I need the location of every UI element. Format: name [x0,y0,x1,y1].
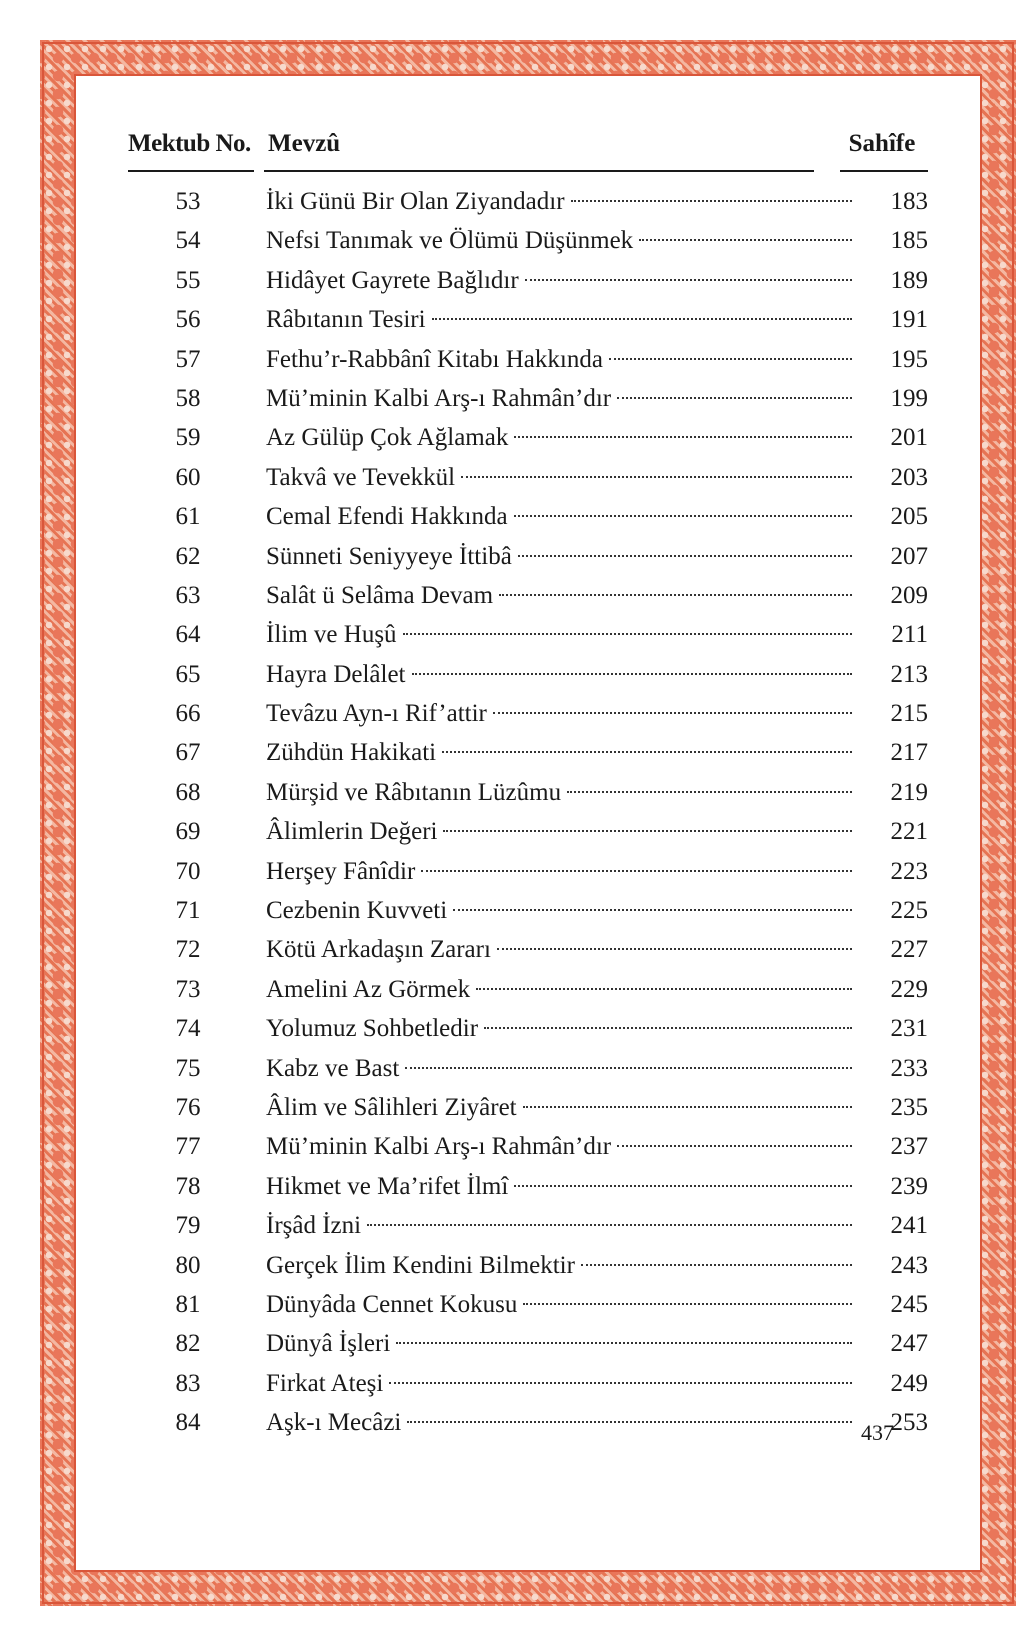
topic-cell [266,182,852,221]
letter-number-heading: Mektub No. [128,130,251,157]
letter-number: 79 [175,1212,201,1240]
letter-number: 70 [175,857,201,885]
topic-cell [266,970,852,1009]
page-ref: 247 [890,1330,928,1358]
page-ref: 223 [890,857,928,885]
letter-number: 64 [175,621,201,649]
page-ref: 249 [890,1369,928,1397]
dot-leader [514,436,852,438]
topic-cell [266,1049,852,1088]
topic-cell [266,221,852,260]
topic-title: Cezbenin Kuvveti [266,897,448,925]
header-rule-topic [264,170,814,172]
dot-leader [581,1264,852,1266]
toc-row [128,182,928,221]
topic-title: Râbıtanın Tesiri [266,306,426,334]
topic-title: Hayra Delâlet [266,660,406,688]
table-of-contents [128,130,928,1443]
dot-leader [518,555,852,557]
page-ref: 199 [890,384,928,412]
page-ref: 209 [890,581,928,609]
letter-number: 76 [175,1093,201,1121]
topic-title: Salât ü Selâma Devam [266,581,494,609]
dot-leader [461,476,852,478]
toc-row [128,418,928,457]
letter-number: 53 [175,188,201,215]
page-ref: 235 [890,1093,928,1121]
topic-title: Dünyâ İşleri [266,1330,391,1358]
page-ref: 217 [890,739,928,767]
topic-title: İrşâd İzni [266,1212,362,1240]
page-ref: 195 [890,345,928,373]
toc-row [128,497,928,536]
dot-leader [639,239,852,241]
toc-row [128,615,928,654]
toc-row [128,852,928,891]
topic-title: Kötü Arkadaşın Zararı [266,936,491,964]
topic-title: Fethu’r-Rabbânî Kitabı Hakkında [266,345,603,373]
page-ref: 207 [890,542,928,570]
topic-title: Kabz ve Bast [266,1054,400,1082]
dot-leader [617,1145,852,1147]
toc-row [128,576,928,615]
topic-title: Mürşid ve Râbıtanın Lüzûmu [266,778,562,806]
letter-number: 69 [175,818,201,846]
dot-leader [412,673,852,675]
dot-leader [484,1027,852,1029]
topic-title: Yolumuz Sohbetledir [266,1015,479,1043]
topic-title: Firkat Ateşi [266,1369,384,1397]
letter-number: 81 [175,1290,201,1318]
dot-leader [443,830,852,832]
toc-row [128,1246,928,1285]
page-ref: 183 [890,188,928,215]
dot-leader [525,279,852,281]
topic-cell [266,891,852,930]
letter-number: 73 [175,975,201,1003]
topic-cell [266,379,852,418]
topic-cell [266,261,852,300]
page-ref: 233 [890,1054,928,1082]
toc-row [128,1009,928,1048]
topic-title: Tevâzu Ayn-ı Rif’attir [266,700,487,728]
dot-leader [609,358,852,360]
toc-row [128,773,928,812]
toc-row [128,261,928,300]
toc-row [128,221,928,260]
letter-number: 58 [175,384,201,412]
toc-row [128,930,928,969]
page-ref: 191 [890,306,928,334]
page-ref: 237 [890,1133,928,1161]
topic-title: Zühdün Hakikati [266,739,437,767]
dot-leader [367,1224,852,1226]
header-rule-page [840,170,928,172]
topic-cell [266,1324,852,1363]
toc-row [128,891,928,930]
toc-row [128,1324,928,1363]
page-ref: 211 [891,621,928,649]
toc-row [128,340,928,379]
page-ref: 201 [890,424,928,452]
toc-row [128,1088,928,1127]
page-ref: 239 [890,1172,928,1200]
topic-title: Âlimlerin Değeri [266,818,438,846]
dot-leader [571,200,852,202]
toc-row [128,1127,928,1166]
letter-number: 55 [175,266,201,294]
letter-number: 63 [175,581,201,609]
topic-cell [266,852,852,891]
page-ref: 203 [890,463,928,491]
toc-row [128,458,928,497]
toc-row [128,1167,928,1206]
topic-cell [266,576,852,615]
dot-leader [421,870,852,872]
topic-title: Hikmet ve Ma’rifet İlmî [266,1172,509,1200]
toc-row [128,537,928,576]
dot-leader [567,791,852,793]
topic-cell [266,1009,852,1048]
letter-number: 75 [175,1054,201,1082]
topic-title: Cemal Efendi Hakkında [266,503,508,531]
page-ref: 241 [890,1212,928,1240]
letter-number: 66 [175,700,201,728]
letter-number: 71 [175,897,201,925]
page-ref: 189 [890,266,928,294]
topic-title: Dünyâda Cennet Kokusu [266,1290,518,1318]
dot-leader [476,988,852,990]
dot-leader [493,712,852,714]
toc-row [128,300,928,339]
topic-cell [266,300,852,339]
topic-title: Mü’minin Kalbi Arş-ı Rahmân’dır [266,384,612,412]
dot-leader [523,1106,852,1108]
letter-number: 60 [175,463,201,491]
page-ref: 253 [890,1409,928,1437]
page-ref: 225 [890,897,928,925]
toc-row [128,379,928,418]
page-ref: 221 [890,818,928,846]
topic-title: Âlim ve Sâlihleri Ziyâret [266,1093,517,1121]
page-heading: Sahîfe [848,130,916,157]
toc-row [128,812,928,851]
topic-cell [266,1403,852,1442]
dot-leader [617,397,852,399]
topic-title: Mü’minin Kalbi Arş-ı Rahmân’dır [266,1133,612,1161]
topic-title: Herşey Fânîdir [266,857,416,885]
toc-row [128,1285,928,1324]
toc-row [128,970,928,1009]
dot-leader [514,515,852,517]
topic-cell [266,537,852,576]
topic-title: Sünneti Seniyyeye İttibâ [266,542,512,570]
topic-title: Nefsi Tanımak ve Ölümü Düşünmek [266,227,634,255]
topic-cell [266,615,852,654]
topic-cell [266,930,852,969]
page-ref: 205 [890,503,928,531]
letter-number: 57 [175,345,201,373]
toc-header [128,130,928,174]
dot-leader [442,751,852,753]
letter-number: 84 [175,1409,201,1437]
topic-cell [266,773,852,812]
toc-row [128,1049,928,1088]
dot-leader [523,1303,852,1305]
topic-cell [266,812,852,851]
page-ref: 243 [890,1251,928,1279]
topic-cell [266,1206,852,1245]
dot-leader [499,594,852,596]
topic-title: Aşk-ı Mecâzi [266,1409,402,1437]
page-ref: 213 [890,660,928,688]
topic-title: İki Günü Bir Olan Ziyandadır [266,188,565,215]
dot-leader [405,1067,852,1069]
letter-number: 62 [175,542,201,570]
topic-cell [266,497,852,536]
letter-number: 83 [175,1369,201,1397]
topic-cell [266,1127,852,1166]
topic-title: Gerçek İlim Kendini Bilmektir [266,1251,575,1279]
topic-cell [266,1167,852,1206]
letter-number: 67 [175,739,201,767]
topic-title: Takvâ ve Tevekkül [266,463,456,491]
toc-row [128,1206,928,1245]
page-ref: 231 [890,1015,928,1043]
topic-cell [266,1088,852,1127]
letter-number: 54 [175,227,201,255]
page-ref: 245 [890,1290,928,1318]
topic-title: Hidâyet Gayrete Bağlıdır [266,266,519,294]
topic-cell [266,1246,852,1285]
dot-leader [396,1342,852,1344]
letter-number: 77 [175,1133,201,1161]
topic-cell [266,418,852,457]
page-ref: 227 [890,936,928,964]
topic-title: Amelini Az Görmek [266,975,471,1003]
dot-leader [403,633,852,635]
page-number: 437 [861,1420,894,1445]
page-ref: 215 [890,700,928,728]
dot-leader [497,948,852,950]
page-ref: 219 [890,778,928,806]
letter-number: 80 [175,1251,201,1279]
letter-number: 61 [175,503,201,531]
topic-cell [266,733,852,772]
toc-row [128,1403,928,1442]
toc-row [128,733,928,772]
letter-number: 56 [175,306,201,334]
dot-leader [453,909,852,911]
toc-row [128,694,928,733]
topic-cell [266,458,852,497]
topic-title: İlim ve Huşû [266,621,397,649]
toc-row [128,1364,928,1403]
dot-leader [407,1421,852,1423]
letter-number: 68 [175,778,201,806]
topic-cell [266,1364,852,1403]
topic-cell [266,1285,852,1324]
letter-number: 65 [175,660,201,688]
header-rule-number [128,170,254,172]
topic-cell [266,340,852,379]
letter-number: 78 [175,1172,201,1200]
dot-leader [389,1382,852,1384]
topic-heading: Mevzû [268,130,341,157]
letter-number: 74 [175,1015,201,1043]
topic-title: Az Gülüp Çok Ağlamak [266,424,509,452]
page-ref: 229 [890,975,928,1003]
letter-number: 72 [175,936,201,964]
dot-leader [432,318,852,320]
letter-number: 82 [175,1330,201,1358]
dot-leader [514,1185,852,1187]
toc-entries [128,182,928,1443]
topic-cell [266,655,852,694]
topic-cell [266,694,852,733]
letter-number: 59 [175,424,201,452]
toc-row [128,655,928,694]
page-ref: 185 [890,227,928,255]
